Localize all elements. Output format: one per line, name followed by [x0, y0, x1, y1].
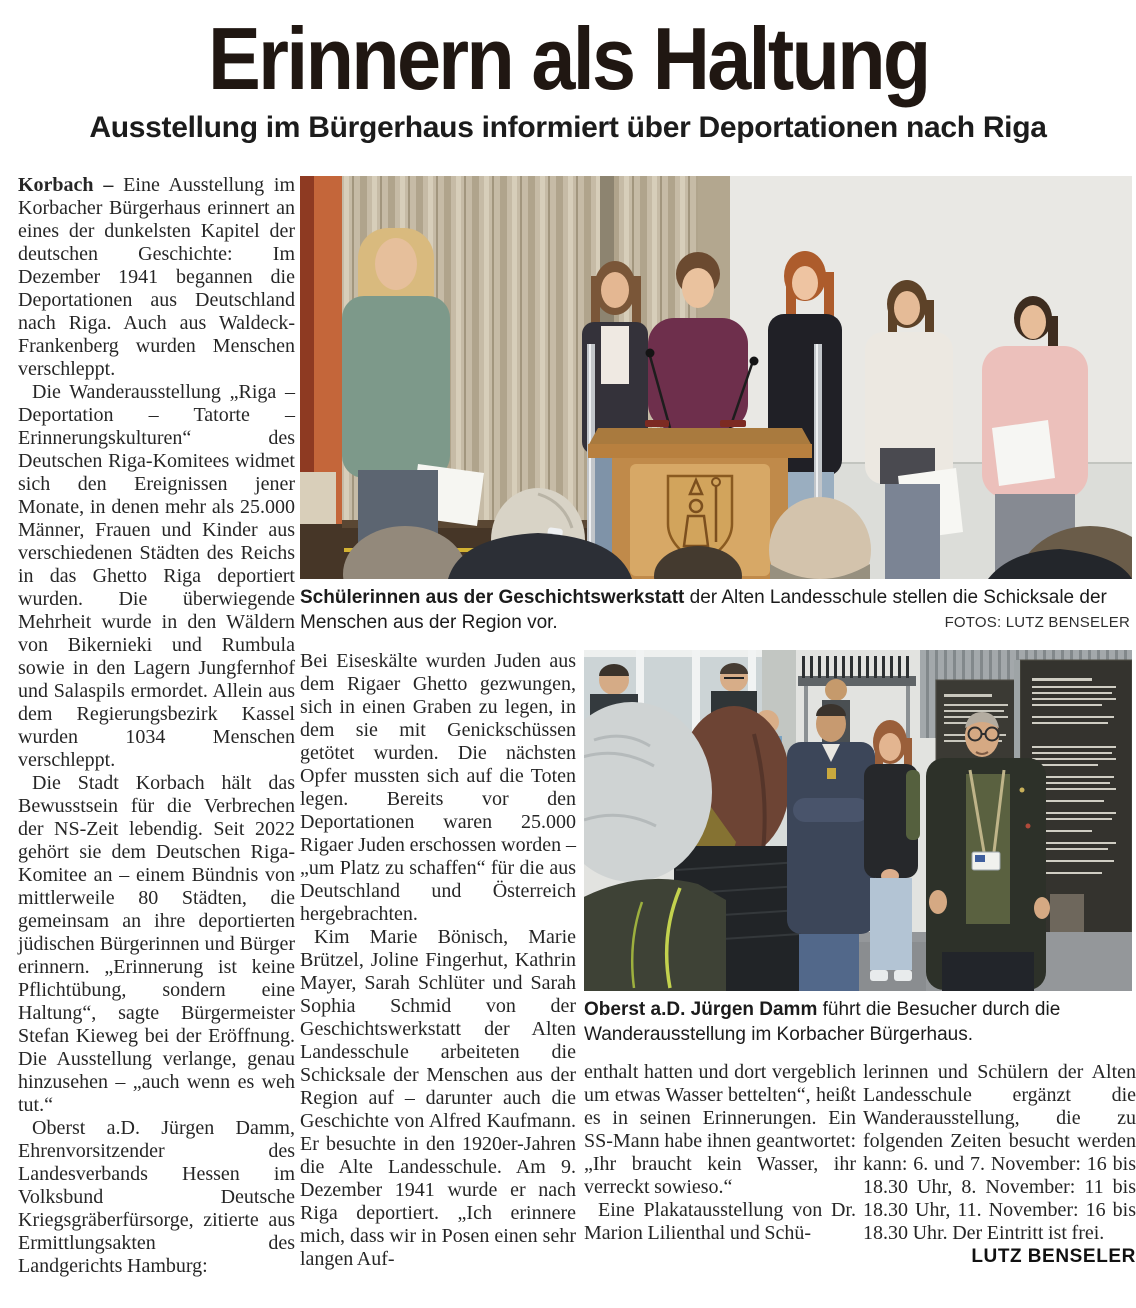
text-column-1 [18, 174, 295, 1278]
photo-tour-illustration [584, 650, 1132, 991]
foreground-visitors [584, 702, 802, 991]
photo-credit: FOTOS: LUTZ BENSELER [944, 614, 1130, 631]
article-subtitle: Ausstellung im Bürgerhaus informiert über Deportationen nach Riga [89, 111, 1047, 144]
paragraph: Die Stadt Korbach hält das Bewusstsein für die Verbrechen der NS-Zeit lebendig. Seit 2022 gehört sie dem Deutschen Riga-Komitee an – einem Bündnis von mittlerweile 80 Städten, die gemeinsam an ihre deportierten jüdischen Bürgerinnen und Bürger erinnern. „Erinnerung ist keine Pflichtübung, sondern eine Haltung“, sagte Bürgermeister Stefan Kieweg bei der Eröffnung. Die Ausstellung verlange, genau hinzusehen – „auch wenn es weh tut.“ [18, 772, 295, 1116]
paragraph: Korbach – Eine Ausstellung im Korbacher Bürgerhaus erinnert an eines der dunkelsten Kapitel der deutschen Geschichte: Im Dezember 1941 begannen die Deportationen aus Deutschland nach Riga. Auch aus Waldeck-Frankenberg wurden Menschen verschleppt. [18, 174, 295, 380]
caption-lead: Oberst a.D. Jürgen Damm [584, 999, 818, 1020]
caption-text: führt die Besucher durch die Wanderausstellung im Korbacher Bürgerhaus. [584, 999, 1061, 1045]
paragraph: Die Wanderausstellung „Riga – Deportation – Tatorte – Erinnerungskulturen“ des Deutschen Riga-Komitees widmet sich den Ereignissen jener Monate, in denen mehr als 25.000 Männer, Frauen und Kinder aus verschiedenen Städten des Reichs in das Ghetto Riga deportiert wurden. Die überwiegende Mehrheit wurde in den Wäldern von Bikernieki und Rumbula sowie in den Lagern Jungfernhof und Salaspils ermordet. Allein aus dem Regierungsbezirk Kassel wurden 1034 Menschen verschleppt. [18, 381, 295, 771]
paragraph: Kim Marie Bönisch, Marie Brützel, Joline Fingerhut, Kathrin Mayer, Sarah Schlüter und Sarah Sophia Schmid von der Geschichtswerkstatt der Alten Landesschule arbeiteten die Schicksale der Menschen aus der Region auf – darunter auch die Geschichte von Alfred Kaufmann. Er besuchte in den 1920er-Jahren die Alte Landesschule. Am 9. Dezember 1941 wurde er nach Riga deportiert. „Ich erinnere mich, dass wir in Posen einen sehr langen Auf- [300, 926, 576, 1270]
author-byline: LUTZ BENSELER [971, 1246, 1136, 1267]
paragraph: lerinnen und Schülern der Alten Landesschule ergänzt die Wanderausstellung, die zu folgenden Zeiten besucht werden kann: 6. und 7. November: 16 bis 18.30 Uhr, 8. November: 11 bis 18.30 Uhr, 11. November: 16 bis 18.30 Uhr. Der Eintritt ist frei. [863, 1061, 1136, 1244]
photo2-caption [584, 997, 1132, 1051]
paragraph: Eine Plakatausstellung von Dr. Marion Lilienthal und Schü- [584, 1199, 856, 1244]
text-column-4 [863, 1061, 1136, 1268]
text-column-2 [300, 650, 576, 1271]
paragraph: Bei Eiseskälte wurden Juden aus dem Rigaer Ghetto gezwungen, sich in einen Graben zu legen, in dem sie mit Genickschüssen getötet wurden. Die nächsten Opfer mussten sich auf die Toten legen. Bereits vor den Deportationen waren 25.000 Rigaer Juden erschossen worden – „um Platz zu schaffen“ für die aus Deutschland und Österreich hergebrachten. [300, 650, 576, 925]
paragraph: Oberst a.D. Jürgen Damm, Ehrenvorsitzender des Landesverbands Hessen im Volksbund Deutsche Kriegsgräberfürsorge, zitierte aus Ermittlungsakten des Landgerichts Hamburg: [18, 1117, 295, 1277]
caption-text: der Alten Landesschule stellen die Schicksale der Menschen aus der Region vor. [300, 587, 1107, 633]
masthead [0, 10, 1136, 146]
text-column-3 [584, 1061, 856, 1245]
location-lead: Korbach – [18, 174, 124, 196]
photo1-caption [300, 585, 1132, 637]
photo-students-illustration [300, 176, 1132, 579]
caption-lead: Schülerinnen aus der Geschichtswerkstatt [300, 587, 685, 608]
paragraph: enthalt hatten und dort vergeblich um etwas Wasser bettelten“, heißt es in seinen Erinnerungen. Ein SS-Mann habe ihnen geantwortet: „Ihr braucht kein Wasser, ihr verreckt sowieso.“ [584, 1061, 856, 1198]
photo-exhibition-tour [584, 650, 1132, 991]
photo-students-podium [300, 176, 1132, 579]
article-title: Erinnern als Haltung [207, 9, 929, 108]
